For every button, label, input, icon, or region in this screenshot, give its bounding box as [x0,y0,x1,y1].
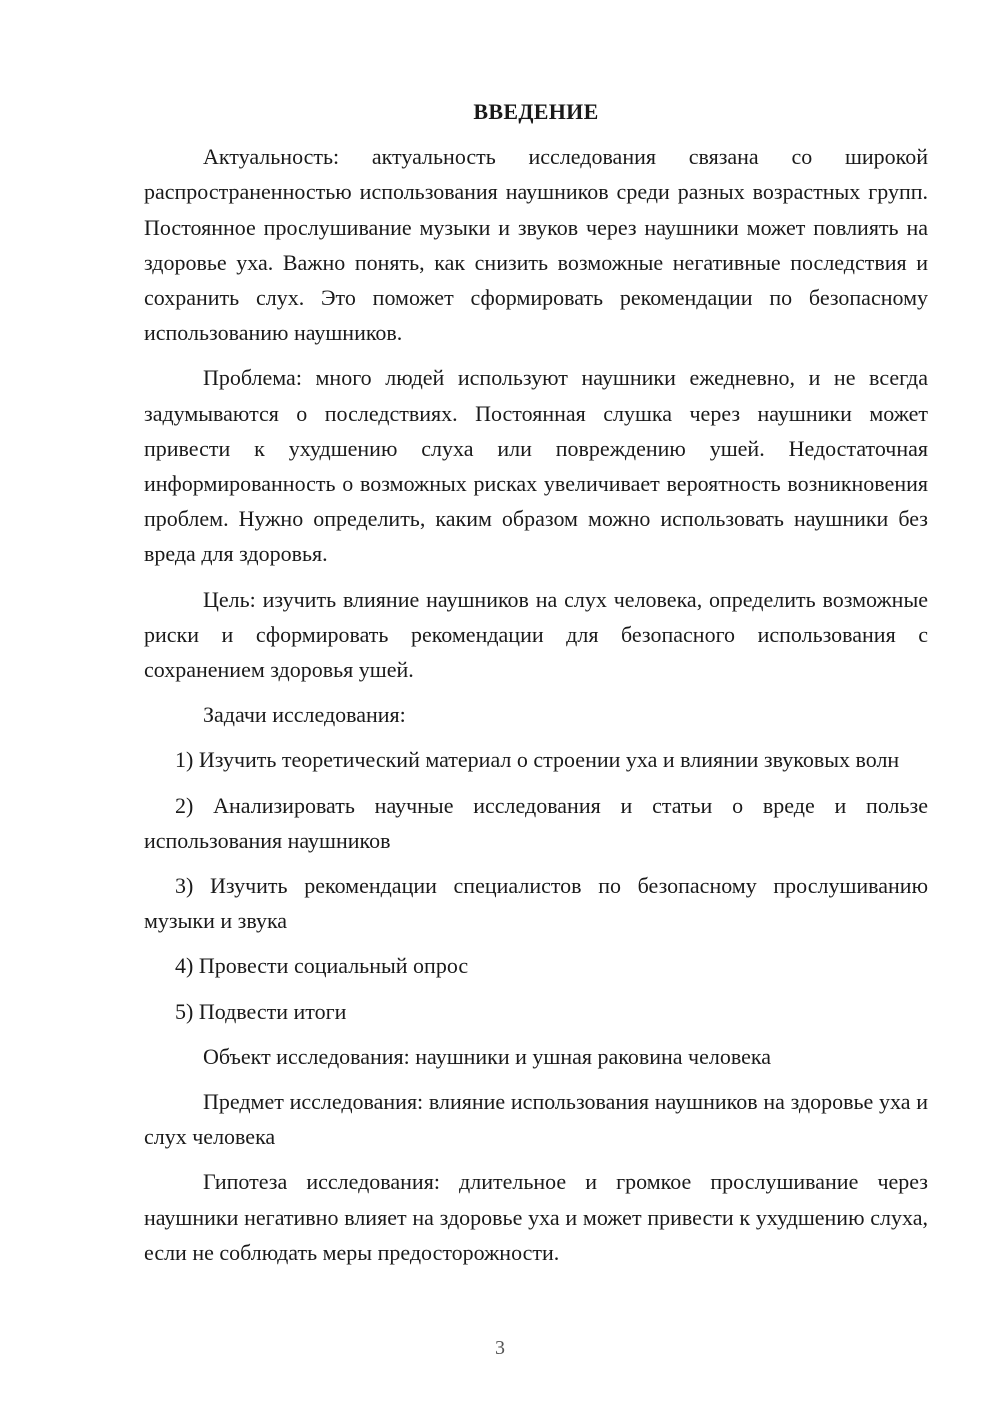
page-title: ВВЕДЕНИЕ [473,99,599,124]
hypothesis-paragraph: Гипотеза исследования: длительное и громкое прослушивание через наушники негативно влияет на здоровье уха и может привести к ухудшению слуха, если не соблюдать меры предосторожности. [144,1169,928,1265]
task-item-4: 4) Провести социальный опрос [175,953,469,979]
page-number: 3 [495,1337,505,1359]
goal-paragraph: Цель: изучить влияние наушников на слух человека, определить возможные риски и сформировать рекомендации для безопасного использования с сохранением здоровья ушей. [144,586,928,683]
task-item-1: 1) Изучить теоретический материал о строении уха и влиянии звуковых волн [175,747,900,773]
task-item-2: 2) Анализировать научные исследования и статьи о вреде и пользе использования наушников [144,792,928,853]
task-item-5: 5) Подвести итоги [175,998,347,1024]
document-page [144,94,928,1280]
tasks-heading: Задачи исследования: [203,702,406,728]
relevance-paragraph: Актуальность: актуальность исследования связана со широкой распространенностью использования наушников среди разных возрастных групп. Постоянное прослушивание музыки и звуков через наушники может повлиять на здоровье уха. Важно понять, как снизить возможные негативные последствия и сохранить слух. Это поможет сформировать рекомендации по безопасному использованию наушников. [144,144,928,346]
problem-paragraph: Проблема: много людей используют наушники ежедневно, и не всегда задумываются о последствиях. Постоянная слушка через наушники может привести к ухудшению слуха или повреждению ушей. Недостаточная информированность о возможных рисках увеличивает вероятность возникновения проблем. Нужно определить, каким образом можно использовать наушники без вреда для здоровья. [144,365,928,567]
subject-paragraph: Предмет исследования: влияние использования наушников на здоровье уха и слух человека [144,1089,928,1150]
task-item-3: 3) Изучить рекомендации специалистов по безопасному прослушиванию музыки и звука [144,873,928,934]
object-paragraph: Объект исследования: наушники и ушная раковина человека [203,1043,772,1069]
